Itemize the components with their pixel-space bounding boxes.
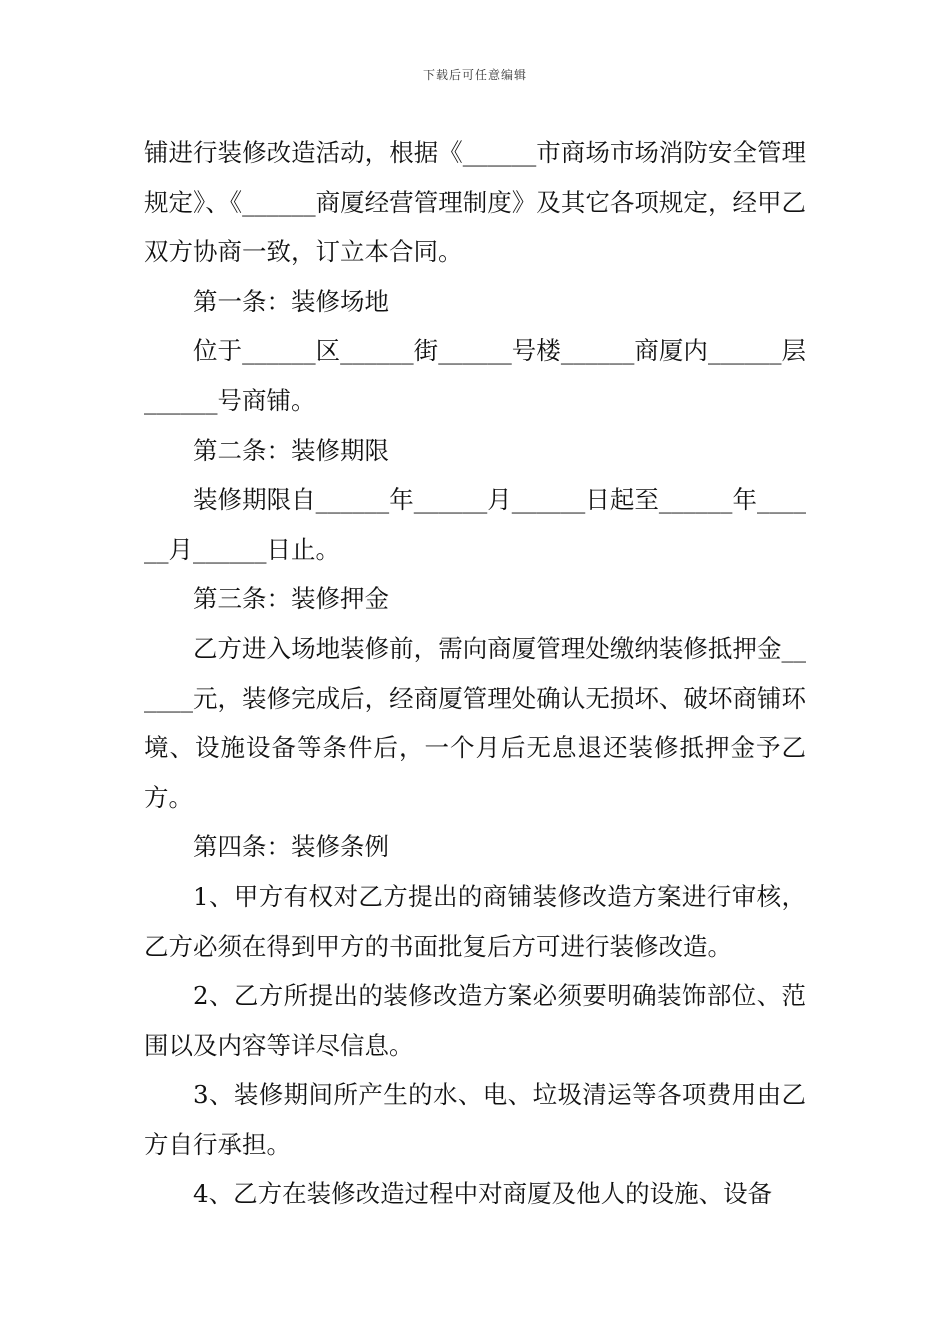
article-2-heading: 第二条：装修期限 (193, 435, 389, 465)
document-body (144, 128, 806, 1219)
article-4-clause-4: 4、乙方在装修改造过程中对商厦及他人的设施、设备 (193, 1179, 773, 1209)
article-4-clause-2: 2、乙方所提出的装修改造方案必须要明确装饰部位、范围以及内容等详尽信息。 (144, 981, 806, 1060)
page-header: 下载后可任意编辑 (422, 68, 527, 82)
article-2-body: 装修期限自______年______月______日起至______年______月______日止。 (144, 485, 806, 564)
article-3-heading: 第三条：装修押金 (193, 584, 389, 614)
article-4-heading: 第四条：装修条例 (193, 832, 389, 862)
article-3-body: 乙方进入场地装修前，需向商厦管理处缴纳装修抵押金______元，装修完成后，经商厦管理处确认无损坏、破坏商铺环境、设施设备等条件后，一个月后无息退还装修抵押金予乙方。 (144, 633, 806, 812)
article-4-clause-3: 3、装修期间所产生的水、电、垃圾清运等各项费用由乙方自行承担。 (144, 1080, 806, 1159)
article-1-heading: 第一条：装修场地 (193, 286, 389, 316)
article-4-clause-1: 1、甲方有权对乙方提出的商铺装修改造方案进行审核，乙方必须在得到甲方的书面批复后方可进行装修改造。 (144, 881, 806, 961)
article-1-body: 位于______区______街______号楼______商厦内______层______号商铺。 (144, 336, 806, 415)
paragraph-intro-continuation: 铺进行装修改造活动，根据《______市商场市场消防安全管理规定》、《______商厦经营管理制度》及其它各项规定，经甲乙双方协商一致，订立本合同。 (144, 138, 806, 267)
